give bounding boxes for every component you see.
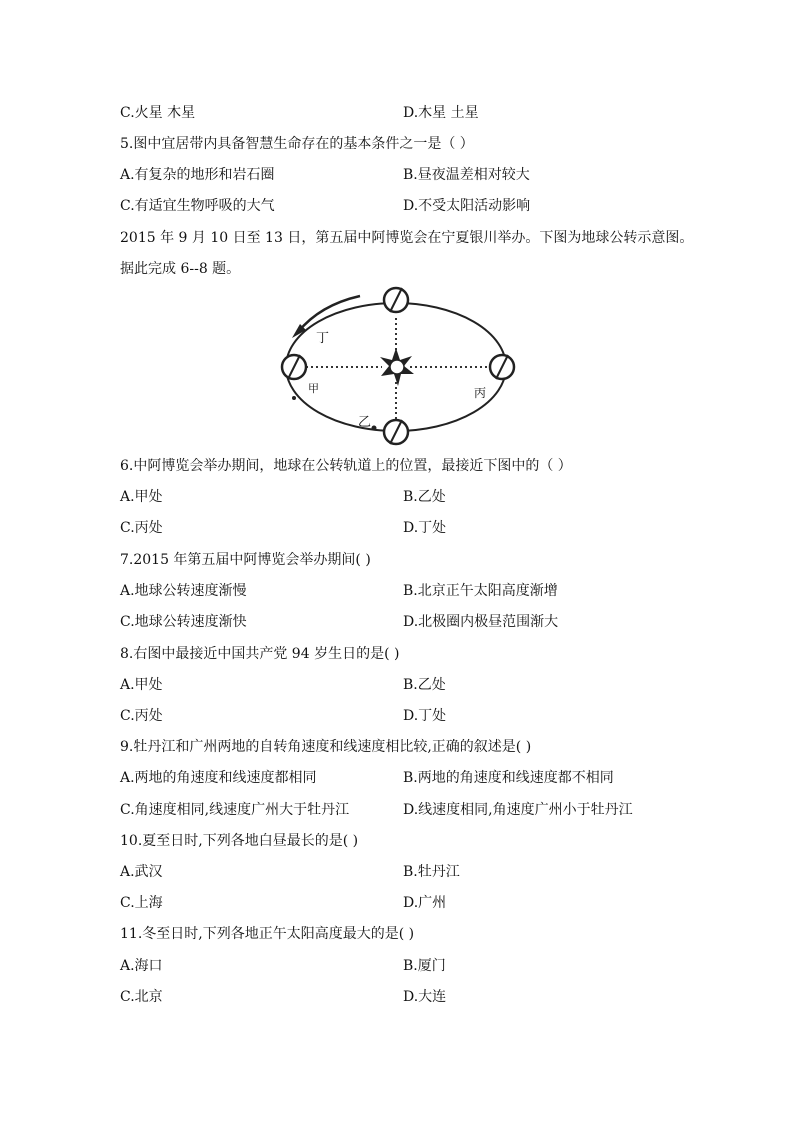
q9-stem: 9.牡丹江和广州两地的自转角速度和线速度相比较,正确的叙述是( ) (120, 739, 532, 755)
q10-option-b: B.牡丹江 (403, 864, 460, 880)
q5-option-c: C.有适宜生物呼吸的大气 (120, 198, 275, 214)
q9-option-d: D.线速度相同,角速度广州小于牡丹江 (403, 802, 633, 818)
label-bing: 丙 (474, 386, 487, 400)
earth-left-icon (282, 355, 306, 379)
q5-option-b: B.昼夜温差相对较大 (403, 167, 530, 183)
q10-option-a: A.武汉 (120, 864, 163, 880)
q8-option-d: D.丁处 (403, 708, 447, 724)
earth-orbit-diagram (270, 280, 540, 450)
label-jia: 甲 (308, 382, 319, 395)
q10-option-c: C.上海 (120, 895, 163, 911)
orbit-direction-arc (298, 296, 360, 332)
q11-stem: 11.冬至日时,下列各地正午太阳高度最大的是( ) (120, 926, 415, 942)
q4-option-d: D.木星 土星 (403, 105, 479, 121)
q6-option-b: B.乙处 (403, 489, 446, 505)
orbit-dot-jia (292, 396, 296, 400)
q8-option-b: B.乙处 (403, 677, 446, 693)
q11-option-d: D.大连 (403, 989, 447, 1005)
orbit-dot-yi (372, 426, 377, 431)
q6-option-d: D.丁处 (403, 520, 447, 536)
q5-stem: 5.图中宜居带内具备智慧生命存在的基本条件之一是（ ） (120, 136, 474, 152)
q4-option-c: C.火星 木星 (120, 105, 196, 121)
intro-line-2: 据此完成 6--8 题。 (120, 261, 241, 277)
q9-option-a: A.两地的角速度和线速度都相同 (120, 770, 317, 786)
q6-stem: 6.中阿博览会举办期间，地球在公转轨道上的位置，最接近下图中的（ ） (120, 458, 572, 474)
q10-option-d: D.广州 (403, 895, 447, 911)
q6-option-c: C.丙处 (120, 520, 163, 536)
q7-option-b: B.北京正午太阳高度渐增 (403, 583, 558, 599)
q7-option-d: D.北极圈内极昼范围渐大 (403, 614, 559, 630)
q8-option-a: A.甲处 (120, 677, 163, 693)
q8-option-c: C.丙处 (120, 708, 163, 724)
q7-option-a: A.地球公转速度渐慢 (120, 583, 247, 599)
intro-line-1: 2015 年 9 月 10 日至 13 日，第五届中阿博览会在宁夏银川举办。下图为地球公转示意图。 (120, 230, 694, 246)
q11-option-b: B.厦门 (403, 958, 446, 974)
label-ding: 丁 (316, 331, 330, 346)
q5-option-d: D.不受太阳活动影响 (403, 198, 531, 214)
earth-bottom-icon (384, 420, 408, 444)
q9-option-b: B.两地的角速度和线速度都不相同 (403, 770, 614, 786)
q11-option-a: A.海口 (120, 958, 163, 974)
q11-option-c: C.北京 (120, 989, 163, 1005)
earth-right-icon (490, 355, 514, 379)
q9-option-c: C.角速度相同,线速度广州大于牡丹江 (120, 802, 350, 818)
q6-option-a: A.甲处 (120, 489, 163, 505)
q7-option-c: C.地球公转速度渐快 (120, 614, 247, 630)
earth-orbit-svg (270, 280, 540, 450)
label-yi: 乙 (358, 415, 372, 430)
q5-option-a: A.有复杂的地形和岩石圈 (120, 167, 275, 183)
sun-icon (380, 348, 414, 386)
q7-stem: 7.2015 年第五届中阿博览会举办期间( ) (120, 552, 371, 568)
q8-stem: 8.右图中最接近中国共产党 94 岁生日的是( ) (120, 646, 400, 662)
q10-stem: 10.夏至日时,下列各地白昼最长的是( ) (120, 833, 359, 849)
earth-top-icon (384, 288, 408, 312)
